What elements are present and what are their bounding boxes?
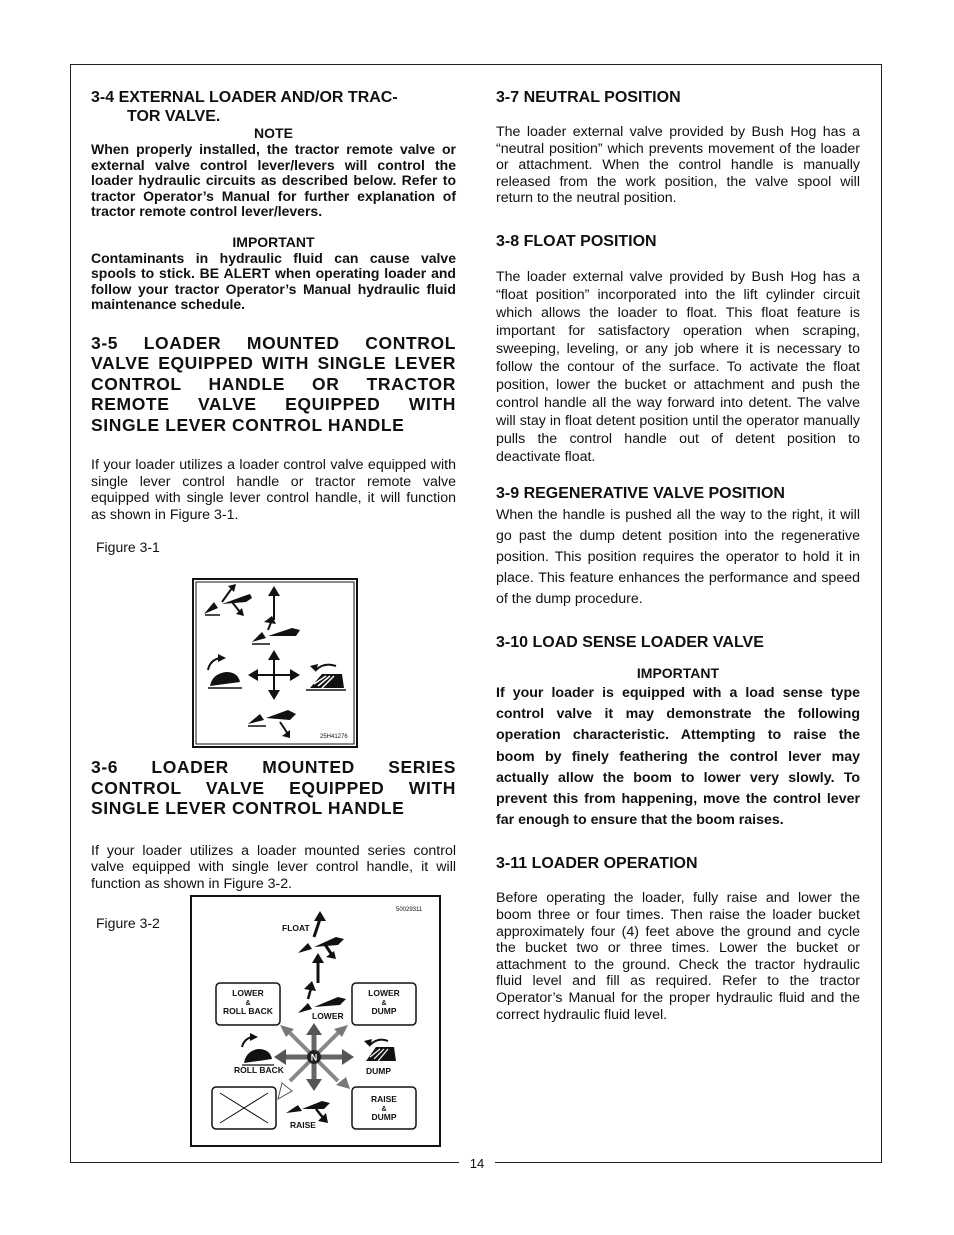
section-3-4-title-line2: TOR VALVE. [127, 108, 221, 125]
figure-3-2 [190, 895, 441, 1147]
figure-3-1-label: Figure 3-1 [96, 539, 160, 556]
section-3-7-title: 3-7 NEUTRAL POSITION [496, 89, 681, 106]
dump-label: DUMP [366, 1066, 392, 1076]
section-3-6-title: 3-6 LOADER MOUNTED SERIES CONTROL VALVE EQUIPPED WITH SINGLE LEVER CONTROL HANDLE [91, 757, 456, 818]
left-column [91, 88, 456, 555]
neutral-label: N [310, 1052, 318, 1063]
svg-text:LOWER: LOWER [368, 988, 400, 998]
section-3-11-text: Before operating the loader, fully raise and lower the boom three or four times. Then raise the loader bucket approximately four (4) feet above the ground and cycle the bucket two or three times. Lower the bucket or attachment to the ground. Check the tractor hydraulic fluid level and fill as required. Refer to the tractor Operator’s Manual for the proper hydraulic fluid and the correct hydraulic fluid level. [496, 890, 860, 1023]
section-3-4-title-line1: 3-4 EXTERNAL LOADER AND/OR TRAC- [91, 89, 398, 106]
svg-text:&: & [245, 1000, 251, 1007]
section-3-10-important-label: IMPORTANT [636, 664, 720, 681]
svg-text:LOWER: LOWER [232, 988, 264, 998]
section-3-9-text: When the handle is pushed all the way to the right, it will go past the dump detent position into the regenerative position. This position requires the operator to hold it in place. This feature enhances the performance and speed of the dump procedure. [496, 506, 860, 607]
right-column [496, 88, 860, 1023]
float-label: FLOAT [282, 923, 310, 933]
figure-3-1 [192, 578, 358, 748]
section-3-10-important-text: If your loader is equipped with a load sense type control valve it may demonstrate the following operation characteristic. Attempting to raise the boom by finely feathering the control lever may actually allow the boom to lower very slowly. To prevent this from happening, move the control lever far enough to ensure that the boom raises. [496, 684, 860, 829]
figure-3-2-label: Figure 3-2 [96, 915, 160, 932]
section-3-8-text: The loader external valve provided by Bush Hog has a “float position” incorporated into the lift cylinder circuit which allows the loader to float. This float feature is important for satisfactory operation when scraping, sweeping, leveling, or any job where it is necessary to follow the contour of the surface. To activate the float position, lower the bucket or attachment and push the control handle all the way forward into detent. The valve will stay in float detent position until the operator manually pulls the control handle out of detent position to deactivate float. [496, 268, 860, 465]
figure-3-2-code: 50029311 [396, 907, 423, 913]
section-3-5-text: If your loader utilizes a loader control valve equipped with single lever control handle or tractor remote valve equipped with single lever control handle, it will function as shown in Figure 3-1. [91, 457, 456, 523]
section-3-7-text: The loader external valve provided by Bush Hog has a “neutral position” which prevents movement of the loader or attachment. When the control handle is manually released from the work position, the valve spool will return to the neutral position. [496, 124, 860, 207]
svg-text:DUMP: DUMP [371, 1006, 397, 1016]
section-3-9-title: 3-9 REGENERATIVE VALVE POSITION [496, 484, 785, 502]
section-3-5-title: 3-5 LOADER MOUNTED CONTROL VALVE EQUIPPED WITH SINGLE LEVER CONTROL HANDLE OR TRACTOR REMOTE VALVE EQUIPPED WITH SINGLE LEVER CONTROL HANDLE [91, 332, 456, 435]
figure-3-1-code: 25H41276 [320, 734, 348, 740]
roll-back-label: ROLL BACK [234, 1065, 284, 1075]
important-label: IMPORTANT [232, 233, 315, 250]
raise-label: RAISE [290, 1120, 316, 1130]
page-number: 14 [459, 1156, 495, 1171]
svg-text:RAISE: RAISE [371, 1094, 397, 1104]
important-text: Contaminants in hydraulic fluid can cause valve spools to stick. BE ALERT when operating loader and follow your tractor Operator’s Manual hydraulic fluid maintenance schedule. [91, 249, 456, 312]
section-3-4-title [91, 88, 456, 126]
section-3-10-title: 3-10 LOAD SENSE LOADER VALVE [496, 633, 764, 651]
section-3-8-title: 3-8 FLOAT POSITION [496, 232, 657, 250]
svg-text:ROLL BACK: ROLL BACK [223, 1006, 273, 1016]
section-3-6-text: If your loader utilizes a loader mounted series control valve equipped with single lever control handle, it will function as shown in Figure 3-2. [91, 842, 456, 892]
lower-label: LOWER [312, 1011, 344, 1021]
note-text: When properly installed, the tractor remote valve or external valve control lever/levers will control the loader hydraulic circuits as described below. Refer to tractor Operator’s Manual for further explanation of tractor remote control lever/levers. [91, 141, 456, 219]
section-3-11-title: 3-11 LOADER OPERATION [496, 855, 698, 873]
svg-text:DUMP: DUMP [371, 1112, 397, 1122]
note-label: NOTE [254, 125, 293, 141]
svg-text:&: & [381, 1000, 387, 1007]
svg-text:&: & [381, 1106, 387, 1113]
